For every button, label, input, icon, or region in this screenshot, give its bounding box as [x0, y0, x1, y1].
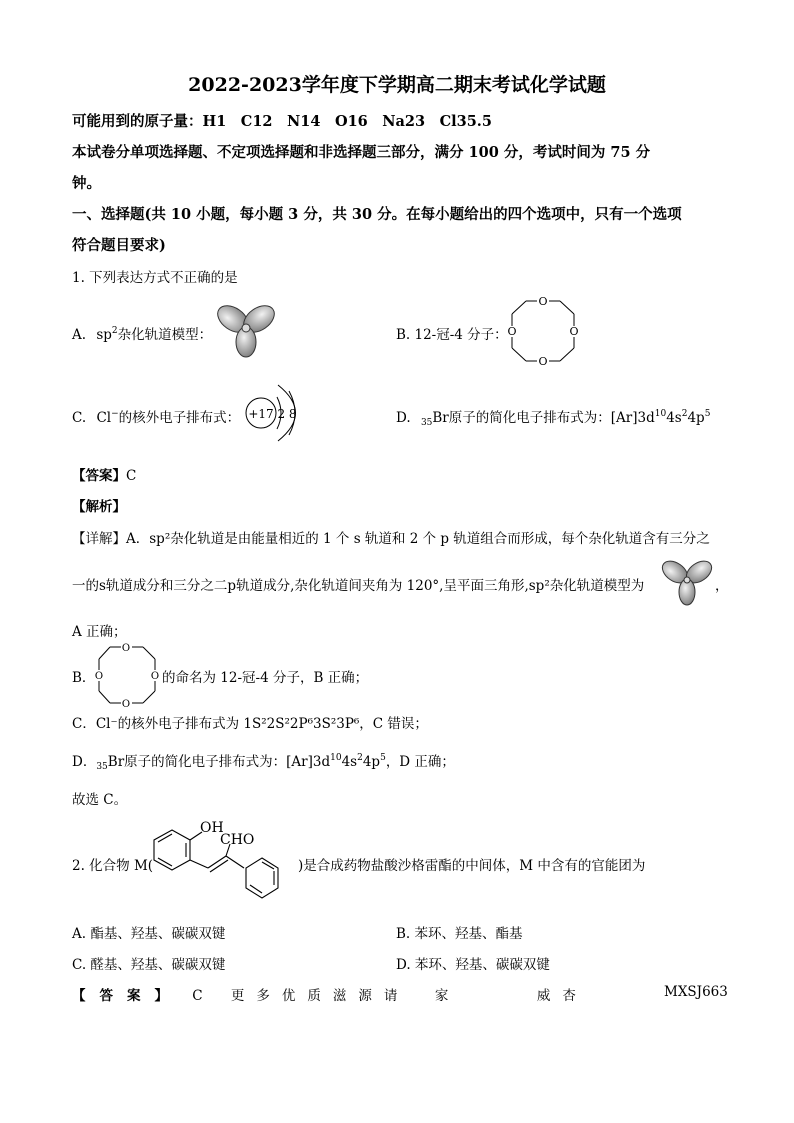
atomic-masses: 可能用到的原子量：H1 C12 N14 O16 Na23 Cl35.5	[72, 113, 492, 130]
crown-oxygen-bottom: O	[538, 355, 548, 368]
question-2-stem-prefix: 2. 化合物 M(	[72, 858, 154, 874]
q1-option-b: B. 12-冠-4 分子：	[396, 327, 508, 343]
q1-detail-d-end: ，D 正确；	[385, 754, 455, 770]
q1-detail-b-text: 的命名为 12-冠-4 分子，B 正确；	[162, 670, 369, 686]
q1-detail-b-label: B．	[72, 670, 96, 686]
small-crown-oxygen-right: O	[150, 671, 160, 682]
q1-detail-line-2-end: ，	[715, 578, 729, 594]
q1-option-a-text: 杂化轨道模型：	[117, 327, 213, 343]
sp2-orbital-model-image	[213, 299, 283, 359]
answer-bracket: 【答案】	[72, 468, 126, 484]
small-crown-oxygen-bottom: O	[121, 699, 131, 710]
footer-answer-text: C 更多优质滋源请 家 威杏	[192, 988, 588, 1004]
crown-ether-12-4-structure	[504, 296, 594, 366]
small-crown-oxygen-top: O	[121, 643, 131, 654]
q1-option-c-label: C.	[72, 410, 87, 426]
q2-option-b: B. 苯环、羟基、酯基	[396, 926, 523, 942]
q1-option-c: C. Cl−的核外电子排布式：	[72, 409, 241, 426]
chloride-electron-shell-diagram	[243, 383, 313, 443]
q1-answer	[72, 464, 136, 484]
small-crown-oxygen-left: O	[94, 671, 104, 682]
q1-detail-d-label: D．	[72, 754, 97, 770]
q1-analysis-heading: 【解析】	[72, 499, 126, 515]
q1-detail-c: C．Cl⁻的核外电子排布式为 1S²2S²2P⁶3S²3P⁶，C 错误；	[72, 716, 428, 732]
page-title: 2022-2023学年度下学期高二期末考试化学试题	[188, 74, 606, 96]
crown-oxygen-right: O	[569, 325, 579, 338]
q1-option-d: D. $_{35}$Br原子的简化电子排布式为：$[Ar]3d^{10}4s^24p^5$	[396, 409, 711, 428]
q1-option-d-text: 原子的简化电子排布式为：	[448, 410, 611, 426]
section-heading-2: 符合题目要求)	[72, 237, 166, 254]
crown-oxygen-top: O	[538, 295, 548, 308]
shell-electron-counts: 2 8	[277, 407, 297, 421]
q1-option-a: A. $sp^2$杂化轨道模型：	[72, 326, 213, 343]
q2-option-a: A. 酯基、羟基、碳碳双键	[72, 926, 226, 942]
q1-detail-line-2: 一的s轨道成分和三分之二p轨道成分,杂化轨道间夹角为 120°,呈平面三角形,sp²杂化轨道模型为	[72, 578, 645, 594]
section-heading-1: 一、选择题(共 10 小题，每小题 3 分，共 30 分。在每小题给出的四个选项中，只有一个选项	[72, 206, 682, 223]
answer-value: C	[126, 468, 137, 484]
sp2-orbital-small-image	[660, 556, 720, 608]
crown-ether-small-structure	[92, 641, 164, 709]
q1-option-a-label: A.	[72, 327, 87, 343]
crown-oxygen-left: O	[507, 325, 517, 338]
question-1-stem: 1. 下列表达方式不正确的是	[72, 270, 238, 286]
aldehyde-label: CHO	[220, 832, 255, 848]
q1-detail-d: D．$_{35}$Br原子的简化电子排布式为：$[Ar]3d^{10}4s^24p^5$，D 正确；	[72, 753, 455, 772]
nucleus-charge: +17	[248, 407, 274, 421]
q1-detail-line-1: 【详解】A．sp²杂化轨道是由能量相近的 1 个 s 轨道和 2 个 p 轨道组合而形成，每个杂化轨道含有三分之	[72, 531, 710, 547]
question-2-stem-suffix: )是合成药物盐酸沙格雷酯的中间体，M 中含有的官能团为	[298, 858, 646, 874]
footer-answer-bracket: 【答案】	[72, 988, 182, 1004]
q1-option-d-label: D.	[396, 410, 411, 426]
q1-detail-d-text: 原子的简化电子排布式为：	[124, 754, 287, 770]
intro-line-1: 本试卷分单项选择题、不定项选择题和非选择题三部分，满分 100 分，考试时间为 75 分	[72, 144, 651, 161]
q1-detail-line-3: A 正确；	[72, 624, 127, 640]
footer-code: MXSJ663	[664, 984, 728, 1000]
intro-line-2: 钟。	[72, 175, 101, 192]
q1-conclusion: 故选 C。	[72, 792, 128, 808]
hydroxyl-label: OH	[200, 820, 224, 836]
q1-option-c-text: 的核外电子排布式：	[118, 410, 241, 426]
q2-option-d: D. 苯环、羟基、碳碳双键	[396, 957, 550, 973]
q2-option-c: C. 醛基、羟基、碳碳双键	[72, 957, 226, 973]
compound-m-structure	[150, 818, 300, 900]
q2-answer-footer	[72, 984, 588, 1004]
